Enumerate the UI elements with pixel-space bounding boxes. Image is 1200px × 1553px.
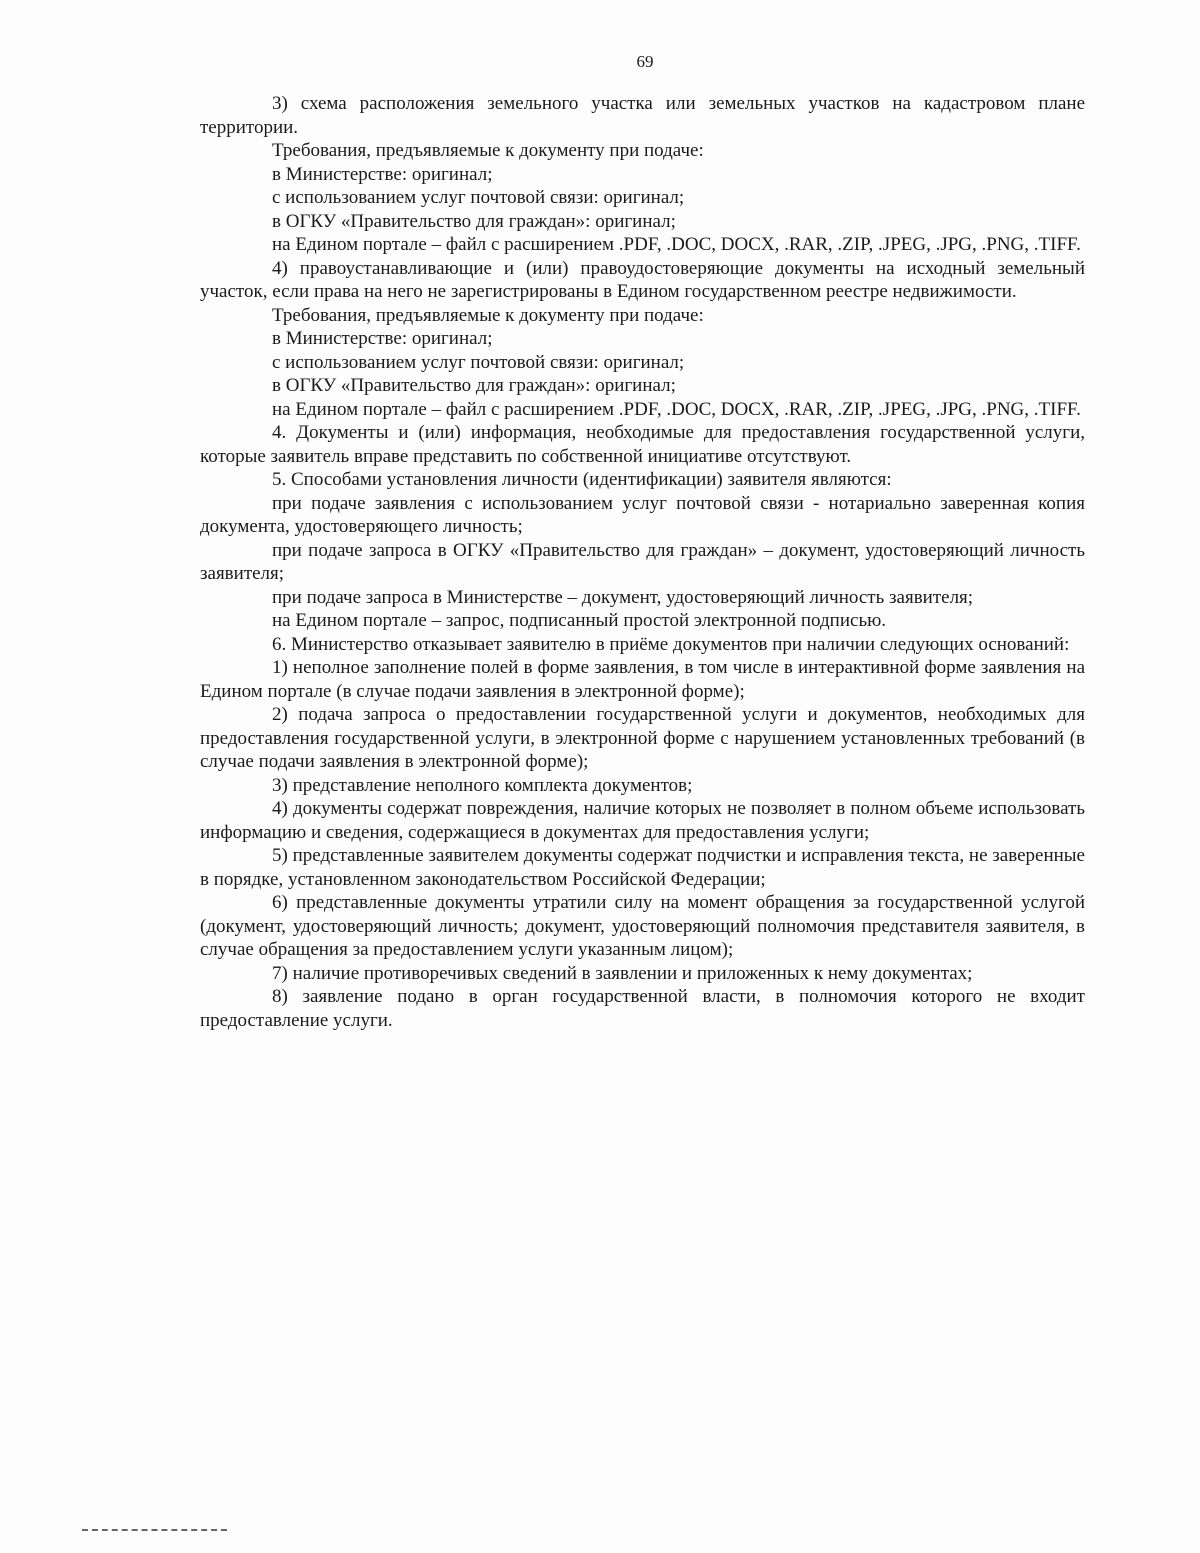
paragraph: при подаче запроса в Министерстве – документ, удостоверяющий личность заявителя; <box>272 586 974 608</box>
scan-artifact-line <box>82 1529 227 1531</box>
paragraph: 8) заявление подано в орган государственной власти, в полномочия которого не входит предоставление услуги. <box>200 986 1085 1031</box>
paragraph: при подаче заявления с использованием услуг почтовой связи - нотариально заверенная копия документа, удостоверяющего личность; <box>200 492 1085 537</box>
paragraph: 6. Министерство отказывает заявителю в приёме документов при наличии следующих оснований: <box>272 633 1070 655</box>
paragraph: 5. Способами установления личности (идентификации) заявителя являются: <box>272 469 892 490</box>
paragraph: на Едином портале – запрос, подписанный простой электронной подписью. <box>272 610 887 631</box>
paragraph: 3) представление неполного комплекта документов; <box>272 774 693 796</box>
paragraph: в Министерстве: оригинал; <box>272 328 493 349</box>
paragraph: Требования, предъявляемые к документу при подаче: <box>272 140 704 161</box>
paragraph: 4) правоустанавливающие и (или) правоудостоверяющие документы на исходный земельный участок, если права на него не зарегистрированы в Едином государственном реестре недвижимости. <box>200 257 1085 302</box>
paragraph: на Едином портале – файл с расширением .PDF, .DOC, DOCX, .RAR, .ZIP, .JPEG, .JPG, .PNG, .TIFF. <box>272 234 1081 255</box>
paragraph: 4) документы содержат повреждения, наличие которых не позволяет в полном объеме использовать информацию и сведения, содержащиеся в документах для предоставления услуги; <box>200 798 1085 843</box>
paragraph: в ОГКУ «Правительство для граждан»: оригинал; <box>272 375 676 396</box>
paragraph: в Министерстве: оригинал; <box>272 163 493 185</box>
paragraph: 7) наличие противоречивых сведений в заявлении и приложенных к нему документах; <box>272 962 973 984</box>
paragraph: 4. Документы и (или) информация, необходимые для предоставления государственной услуги, которые заявитель вправе представить по собственной инициативе отсутствуют. <box>200 422 1085 467</box>
paragraph: в ОГКУ «Правительство для граждан»: оригинал; <box>272 210 676 232</box>
paragraph: 3) схема расположения земельного участка или земельных участков на кадастровом плане территории. <box>200 93 1085 138</box>
page-number: 69 <box>636 52 654 71</box>
paragraph: 5) представленные заявителем документы содержат подчистки и исправления текста, не заверенные в порядке, установленном законодательством Российской Федерации; <box>200 845 1085 890</box>
document-body <box>200 92 1085 1032</box>
paragraph: на Едином портале – файл с расширением .PDF, .DOC, DOCX, .RAR, .ZIP, .JPEG, .JPG, .PNG, .TIFF. <box>272 398 1081 420</box>
paragraph: с использованием услуг почтовой связи: оригинал; <box>272 187 685 208</box>
paragraph: 2) подача запроса о предоставлении государственной услуги и документов, необходимых для предоставления государственной услуги, в электронной форме с нарушением установленных требований (в случае подачи заявления в электронной форме); <box>200 704 1085 772</box>
paragraph: 1) неполное заполнение полей в форме заявления, в том числе в интерактивной форме заявления на Едином портале (в случае подачи заявления в электронной форме); <box>200 657 1085 702</box>
paragraph: при подаче запроса в ОГКУ «Правительство для граждан» – документ, удостоверяющий личность заявителя; <box>200 539 1085 584</box>
paragraph: Требования, предъявляемые к документу при подаче: <box>272 304 704 326</box>
paragraph: с использованием услуг почтовой связи: оригинал; <box>272 351 685 373</box>
paragraph: 6) представленные документы утратили силу на момент обращения за государственной услугой (документ, удостоверяющий личность; документ, удостоверяющий полномочия представителя заявителя, в случае обращения за предоставлением услуги указанным лицом); <box>200 892 1085 960</box>
